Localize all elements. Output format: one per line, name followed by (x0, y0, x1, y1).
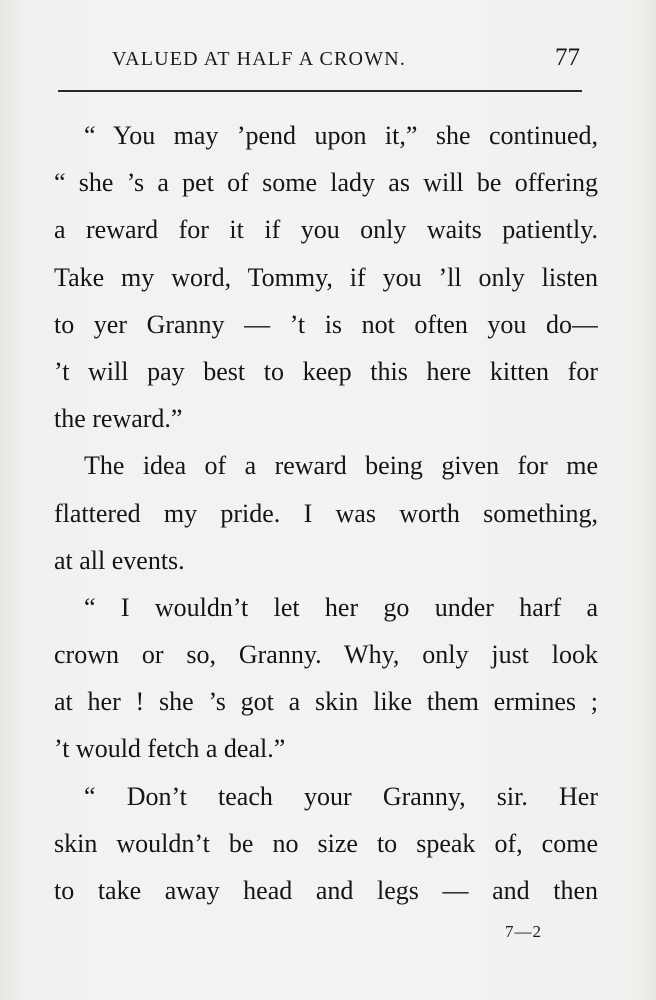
text-line: Take my word, Tommy, if you ’ll only listen (54, 262, 598, 292)
text-line: flattered my pride. I was worth something, (54, 498, 598, 528)
text-line: The idea of a reward being given for me (84, 451, 598, 481)
text-line: crown or so, Granny. Why, only just look (54, 640, 598, 670)
text-line: at all events. (54, 545, 185, 575)
text-line: ’t would fetch a deal.” (54, 734, 286, 764)
running-head-title: VALUED AT HALF A CROWN. (112, 48, 407, 70)
text-line: to yer Granny — ’t is not often you do— (54, 309, 598, 339)
text-line: at her ! she ’s got a skin like them ermines ; (54, 687, 598, 717)
signature-mark: 7—2 (505, 922, 542, 941)
body-text (54, 112, 598, 914)
text-line: “ she ’s a pet of some lady as will be offering (54, 168, 598, 198)
running-head (58, 44, 582, 78)
text-line: ’t will pay best to keep this here kitten for (54, 356, 598, 386)
text-line: “ You may ’pend upon it,” she continued, (84, 121, 598, 150)
text-line: to take away head and legs — and then (54, 876, 598, 905)
header-rule (58, 90, 582, 92)
text-line: “ I wouldn’t let her go under harf a (84, 592, 598, 622)
text-line: a reward for it if you only waits patiently. (54, 215, 598, 245)
page-number: 77 (555, 44, 580, 71)
text-line: “ Don’t teach your Granny, sir. Her (84, 781, 598, 811)
text-line: skin wouldn’t be no size to speak of, come (54, 828, 598, 858)
text-line: the reward.” (54, 404, 183, 434)
